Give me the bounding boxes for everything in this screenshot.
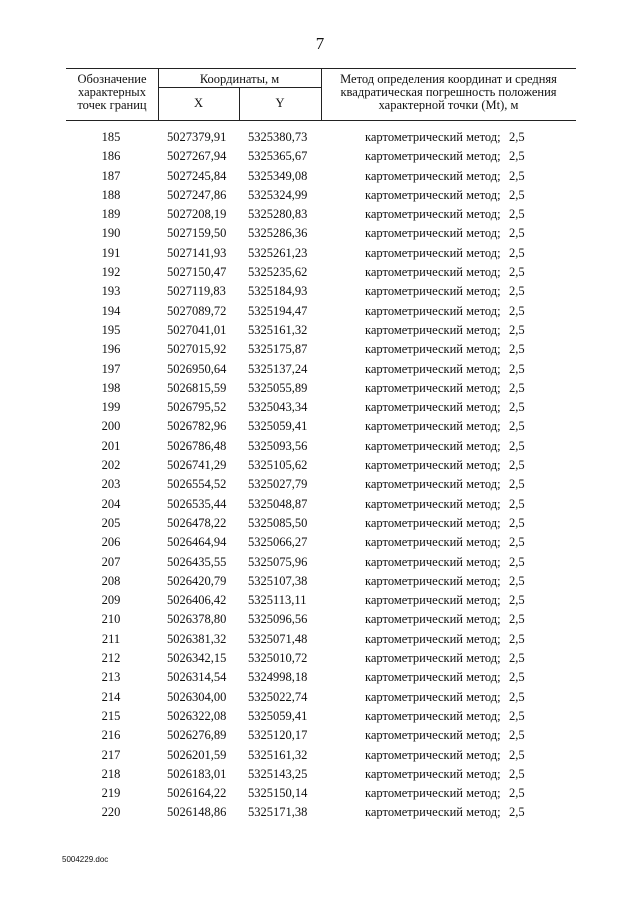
point-number: 190 — [101, 226, 121, 241]
table-row — [0, 281, 640, 300]
table-row — [0, 706, 640, 725]
document-filename: 5004229.doc — [62, 855, 109, 864]
coord-y: 5325105,62 — [248, 458, 308, 473]
error-value: 2,5 — [509, 361, 525, 376]
point-number: 212 — [101, 651, 121, 666]
point-number: 205 — [101, 515, 121, 530]
coord-x: 5027041,01 — [167, 322, 227, 337]
coord-x: 5026795,52 — [167, 400, 227, 415]
coord-x: 5026381,32 — [167, 631, 227, 646]
error-value: 2,5 — [509, 631, 525, 646]
header-point-designation — [66, 73, 158, 112]
method-text: картометрический метод; — [365, 612, 501, 627]
table-row — [0, 629, 640, 648]
coord-y: 5325113,11 — [248, 593, 307, 608]
table-row — [0, 166, 640, 185]
coord-x: 5026435,55 — [167, 554, 227, 569]
table-row — [0, 609, 640, 628]
coord-x: 5027089,72 — [167, 303, 227, 318]
coord-y: 5325184,93 — [248, 284, 308, 299]
method-text: картометрический метод; — [365, 573, 501, 588]
coord-y: 5325286,36 — [248, 226, 308, 241]
coord-x: 5027159,50 — [167, 226, 227, 241]
table-row — [0, 532, 640, 551]
method-text: картометрический метод; — [365, 535, 501, 550]
point-number: 188 — [101, 187, 121, 202]
method-text: картометрический метод; — [365, 245, 501, 260]
table-row — [0, 146, 640, 165]
error-value: 2,5 — [509, 187, 525, 202]
point-number: 209 — [101, 593, 121, 608]
error-value: 2,5 — [509, 477, 525, 492]
coord-y: 5325075,96 — [248, 554, 308, 569]
table-row — [0, 552, 640, 571]
header-method — [321, 73, 576, 112]
table-row — [0, 301, 640, 320]
coord-x: 5026950,64 — [167, 361, 227, 376]
table-row — [0, 359, 640, 378]
error-value: 2,5 — [509, 515, 525, 530]
method-text: картометрический метод; — [365, 631, 501, 646]
error-value: 2,5 — [509, 458, 525, 473]
coord-y: 5325349,08 — [248, 168, 308, 183]
method-text: картометрический метод; — [365, 265, 501, 280]
error-value: 2,5 — [509, 554, 525, 569]
header-method-line-2: квадратическая погрешность положения — [340, 85, 557, 99]
coord-x: 5026148,86 — [167, 805, 227, 820]
method-text: картометрический метод; — [365, 554, 501, 569]
point-number: 201 — [101, 438, 121, 453]
header-point-line-3: точек границ — [77, 98, 147, 112]
error-value: 2,5 — [509, 168, 525, 183]
coord-x: 5027247,86 — [167, 187, 227, 202]
table-row — [0, 243, 640, 262]
coord-y: 5325143,25 — [248, 766, 308, 781]
error-value: 2,5 — [509, 573, 525, 588]
coord-x: 5026378,80 — [167, 612, 227, 627]
method-text: картометрический метод; — [365, 342, 501, 357]
point-number: 204 — [101, 496, 121, 511]
method-text: картометрический метод; — [365, 187, 501, 202]
method-text: картометрический метод; — [365, 786, 501, 801]
error-value: 2,5 — [509, 593, 525, 608]
coord-y: 5325055,89 — [248, 380, 308, 395]
table-row — [0, 378, 640, 397]
error-value: 2,5 — [509, 400, 525, 415]
coord-x: 5026183,01 — [167, 766, 227, 781]
error-value: 2,5 — [509, 149, 525, 164]
coord-x: 5026322,08 — [167, 708, 227, 723]
coord-y: 5325096,56 — [248, 612, 308, 627]
error-value: 2,5 — [509, 612, 525, 627]
point-number: 208 — [101, 573, 121, 588]
method-text: картометрический метод; — [365, 207, 501, 222]
point-number: 211 — [101, 631, 121, 646]
method-text: картометрический метод; — [365, 149, 501, 164]
coord-x: 5026276,89 — [167, 728, 227, 743]
point-number: 220 — [101, 805, 121, 820]
coordinates-table-body — [0, 127, 640, 822]
method-text: картометрический метод; — [365, 593, 501, 608]
error-value: 2,5 — [509, 535, 525, 550]
coord-y: 5325280,83 — [248, 207, 308, 222]
error-value: 2,5 — [509, 786, 525, 801]
coord-y: 5325380,73 — [248, 130, 308, 144]
error-value: 2,5 — [509, 284, 525, 299]
error-value: 2,5 — [509, 689, 525, 704]
coord-x: 5026420,79 — [167, 573, 227, 588]
coord-x: 5027267,94 — [167, 149, 227, 164]
point-number: 187 — [101, 168, 121, 183]
method-text: картометрический метод; — [365, 689, 501, 704]
table-row — [0, 185, 640, 204]
table-row — [0, 455, 640, 474]
table-row — [0, 802, 640, 821]
error-value: 2,5 — [509, 766, 525, 781]
table-row — [0, 204, 640, 223]
coord-y: 5325071,48 — [248, 631, 308, 646]
error-value: 2,5 — [509, 207, 525, 222]
method-text: картометрический метод; — [365, 747, 501, 762]
method-text: картометрический метод; — [365, 438, 501, 453]
coord-y: 5325043,34 — [248, 400, 308, 415]
method-text: картометрический метод; — [365, 651, 501, 666]
table-row — [0, 339, 640, 358]
point-number: 217 — [101, 747, 121, 762]
point-number: 215 — [101, 708, 121, 723]
coord-y: 5325120,17 — [248, 728, 308, 743]
coord-x: 5027245,84 — [167, 168, 227, 183]
coord-y: 5325175,87 — [248, 342, 308, 357]
method-text: картометрический метод; — [365, 400, 501, 415]
coord-y: 5325048,87 — [248, 496, 308, 511]
point-number: 202 — [101, 458, 121, 473]
method-text: картометрический метод; — [365, 303, 501, 318]
error-value: 2,5 — [509, 805, 525, 820]
table-row — [0, 745, 640, 764]
coord-x: 5026342,15 — [167, 651, 227, 666]
method-text: картометрический метод; — [365, 458, 501, 473]
coord-y: 5325010,72 — [248, 651, 308, 666]
error-value: 2,5 — [509, 303, 525, 318]
coord-x: 5026304,00 — [167, 689, 227, 704]
coord-x: 5026201,59 — [167, 747, 227, 762]
point-number: 195 — [101, 322, 121, 337]
coord-x: 5027379,91 — [167, 130, 227, 144]
table-row — [0, 474, 640, 493]
error-value: 2,5 — [509, 265, 525, 280]
coord-x: 5026786,48 — [167, 438, 227, 453]
coord-y: 5325324,99 — [248, 187, 308, 202]
point-number: 193 — [101, 284, 121, 299]
coord-y: 5325022,74 — [248, 689, 308, 704]
header-method-line-1: Метод определения координат и средняя — [340, 72, 557, 86]
header-coords-title: Координаты, м — [199, 72, 280, 86]
table-row — [0, 571, 640, 590]
error-value: 2,5 — [509, 342, 525, 357]
coord-y: 5325137,24 — [248, 361, 308, 376]
table-row — [0, 436, 640, 455]
error-value: 2,5 — [509, 438, 525, 453]
coord-x: 5027208,19 — [167, 207, 227, 222]
coord-x: 5026815,59 — [167, 380, 227, 395]
coord-x: 5026314,54 — [167, 670, 227, 685]
method-text: картометрический метод; — [365, 805, 501, 820]
coord-y: 5325066,27 — [248, 535, 308, 550]
error-value: 2,5 — [509, 245, 525, 260]
coord-x: 5026406,42 — [167, 593, 227, 608]
coord-x: 5026464,94 — [167, 535, 227, 550]
table-row — [0, 687, 640, 706]
method-text: картометрический метод; — [365, 708, 501, 723]
coord-y: 5325261,23 — [248, 245, 308, 260]
table-row — [0, 223, 640, 242]
error-value: 2,5 — [509, 130, 525, 144]
error-value: 2,5 — [509, 708, 525, 723]
error-value: 2,5 — [509, 651, 525, 666]
coord-y: 5325085,50 — [248, 515, 308, 530]
table-row — [0, 320, 640, 339]
coord-x: 5026478,22 — [167, 515, 227, 530]
coord-x: 5027119,83 — [167, 284, 226, 299]
header-x: X — [193, 96, 204, 110]
point-number: 185 — [101, 130, 121, 144]
point-number: 219 — [101, 786, 121, 801]
coord-x: 5027150,47 — [167, 265, 227, 280]
table-row — [0, 494, 640, 513]
coord-y: 5325059,41 — [248, 708, 308, 723]
point-number: 194 — [101, 303, 121, 318]
coord-x: 5027015,92 — [167, 342, 227, 357]
point-number: 216 — [101, 728, 121, 743]
table-row — [0, 725, 640, 744]
method-text: картометрический метод; — [365, 380, 501, 395]
point-number: 192 — [101, 265, 121, 280]
point-number: 213 — [101, 670, 121, 685]
method-text: картометрический метод; — [365, 284, 501, 299]
error-value: 2,5 — [509, 380, 525, 395]
coord-y: 5325161,32 — [248, 747, 308, 762]
point-number: 196 — [101, 342, 121, 357]
method-text: картометрический метод; — [365, 728, 501, 743]
method-text: картометрический метод; — [365, 361, 501, 376]
point-number: 189 — [101, 207, 121, 222]
error-value: 2,5 — [509, 496, 525, 511]
header-y: Y — [275, 96, 285, 110]
point-number: 199 — [101, 400, 121, 415]
error-value: 2,5 — [509, 419, 525, 434]
point-number: 203 — [101, 477, 121, 492]
method-text: картометрический метод; — [365, 130, 501, 144]
coord-y: 5325171,38 — [248, 805, 308, 820]
coord-x: 5026535,44 — [167, 496, 227, 511]
coord-x: 5026554,52 — [167, 477, 227, 492]
point-number: 186 — [101, 149, 121, 164]
point-number: 214 — [101, 689, 121, 704]
coord-x: 5027141,93 — [167, 245, 227, 260]
method-text: картометрический метод; — [365, 322, 501, 337]
coord-x: 5026741,29 — [167, 458, 227, 473]
error-value: 2,5 — [509, 670, 525, 685]
point-number: 197 — [101, 361, 121, 376]
coord-y: 5325027,79 — [248, 477, 308, 492]
header-method-line-3: характерной точки (Mt), м — [378, 98, 519, 112]
method-text: картометрический метод; — [365, 226, 501, 241]
header-point-line-2: характерных — [78, 85, 146, 99]
coord-y: 5325161,32 — [248, 322, 308, 337]
coord-x: 5026782,96 — [167, 419, 227, 434]
method-text: картометрический метод; — [365, 496, 501, 511]
error-value: 2,5 — [509, 226, 525, 241]
method-text: картометрический метод; — [365, 168, 501, 183]
point-number: 207 — [101, 554, 121, 569]
error-value: 2,5 — [509, 322, 525, 337]
table-row — [0, 764, 640, 783]
table-row — [0, 590, 640, 609]
coord-y: 5325107,38 — [248, 573, 308, 588]
coord-y: 5325059,41 — [248, 419, 308, 434]
coord-y: 5325150,14 — [248, 786, 308, 801]
coord-y: 5325235,62 — [248, 265, 308, 280]
table-row — [0, 262, 640, 281]
coord-y: 5325093,56 — [248, 438, 308, 453]
method-text: картометрический метод; — [365, 477, 501, 492]
table-row — [0, 513, 640, 532]
point-number: 198 — [101, 380, 121, 395]
table-row — [0, 667, 640, 686]
coord-x: 5026164,22 — [167, 786, 227, 801]
error-value: 2,5 — [509, 747, 525, 762]
point-number: 200 — [101, 419, 121, 434]
method-text: картометрический метод; — [365, 515, 501, 530]
table-row — [0, 397, 640, 416]
header-point-line-1: Обозначение — [77, 72, 147, 86]
point-number: 191 — [101, 245, 121, 260]
method-text: картометрический метод; — [365, 670, 501, 685]
method-text: картометрический метод; — [365, 766, 501, 781]
point-number: 218 — [101, 766, 121, 781]
coord-y: 5325194,47 — [248, 303, 308, 318]
table-row — [0, 127, 640, 146]
point-number: 210 — [101, 612, 121, 627]
coord-y: 5325365,67 — [248, 149, 308, 164]
table-row — [0, 648, 640, 667]
page-number: 7 — [315, 34, 325, 53]
error-value: 2,5 — [509, 728, 525, 743]
table-row — [0, 783, 640, 802]
table-row — [0, 416, 640, 435]
method-text: картометрический метод; — [365, 419, 501, 434]
coord-y: 5324998,18 — [248, 670, 308, 685]
point-number: 206 — [101, 535, 121, 550]
